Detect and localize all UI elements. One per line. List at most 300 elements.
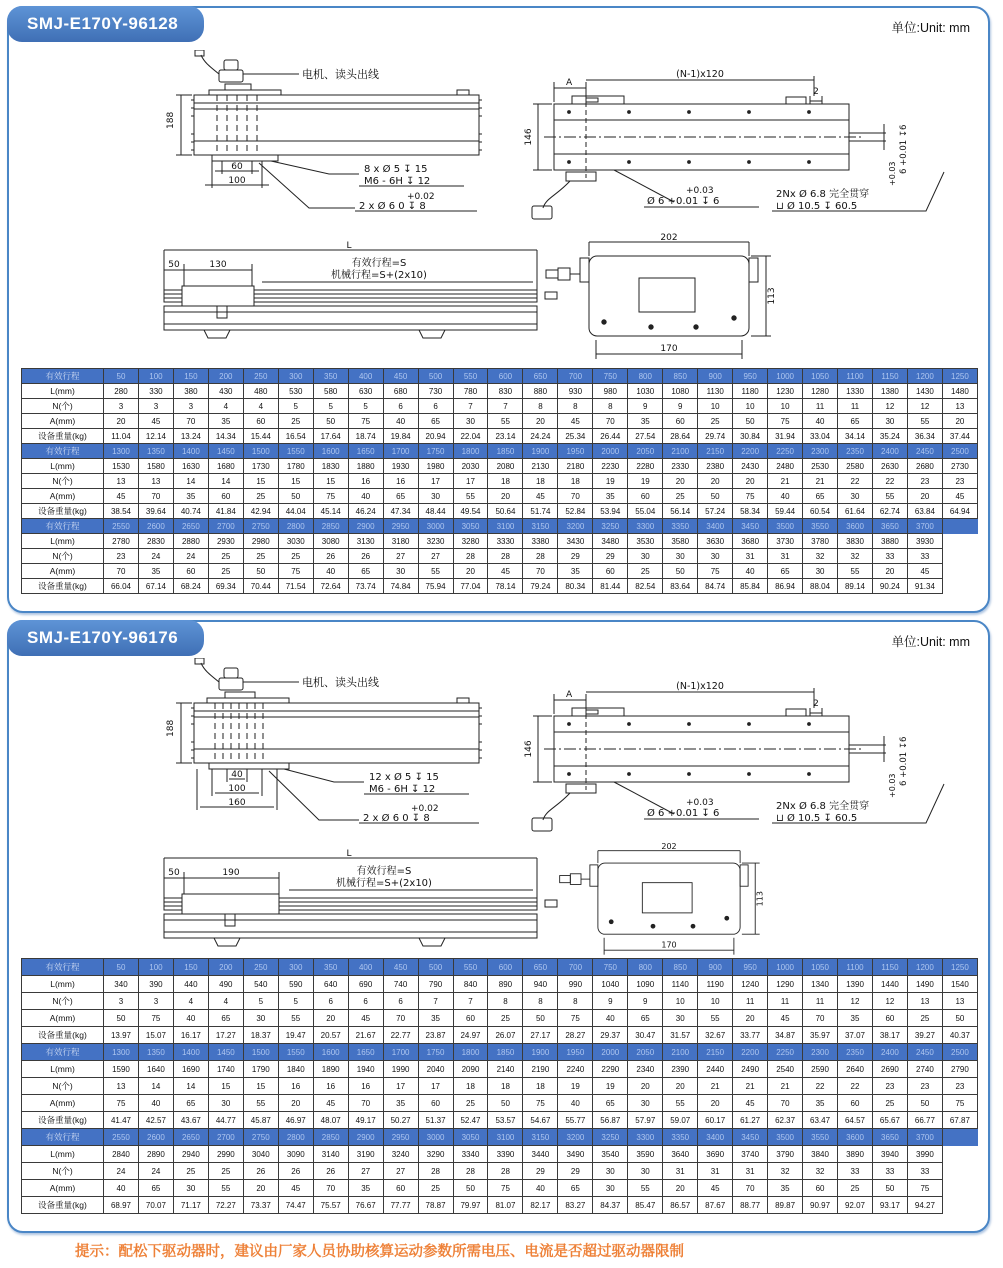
value-cell: 18 [558, 474, 593, 489]
value-cell: 5 [278, 993, 313, 1010]
stroke-value-cell: 3550 [803, 519, 838, 534]
stroke-value-cell: 1000 [768, 959, 803, 976]
value-cell: 60 [803, 1180, 838, 1197]
stroke-value-cell: 1800 [453, 444, 488, 459]
row-label: 设备重量(kg) [22, 504, 104, 519]
stroke-value-cell: 1150 [872, 369, 907, 384]
value-cell: 45 [698, 1180, 733, 1197]
value-cell: 15 [278, 474, 313, 489]
stroke-value-cell: 2650 [173, 519, 208, 534]
value-cell: 70 [173, 414, 208, 429]
value-cell: 81.07 [488, 1197, 523, 1214]
value-cell: 340 [104, 976, 139, 993]
stroke-value-cell: 200 [208, 959, 243, 976]
value-cell: 30 [453, 414, 488, 429]
value-cell: 50.64 [488, 504, 523, 519]
stroke-value-cell: 2050 [628, 444, 663, 459]
value-cell: 35 [628, 414, 663, 429]
value-cell: 25 [243, 489, 278, 504]
empty-cell [942, 549, 977, 564]
row-label: A(mm) [22, 1095, 104, 1112]
value-cell: 14 [138, 1078, 173, 1095]
stroke-value-cell: 1300 [104, 1044, 139, 1061]
value-cell: 3690 [698, 1146, 733, 1163]
data-row-L [22, 1146, 978, 1163]
value-cell: 60 [453, 1010, 488, 1027]
value-cell: 50.27 [383, 1112, 418, 1129]
value-cell: 55 [907, 414, 942, 429]
row-label: 设备重量(kg) [22, 1197, 104, 1214]
stroke-value-cell: 3450 [733, 519, 768, 534]
value-cell: 2990 [208, 1146, 243, 1163]
value-cell: 2580 [838, 459, 873, 474]
value-cell: 480 [243, 384, 278, 399]
value-cell: 45 [488, 564, 523, 579]
value-cell: 30 [243, 1010, 278, 1027]
value-cell: 37.44 [942, 429, 977, 444]
value-cell: 50 [663, 564, 698, 579]
empty-cell [942, 1146, 977, 1163]
value-cell: 3330 [488, 534, 523, 549]
value-cell: 40 [733, 564, 768, 579]
value-cell: 65 [628, 1010, 663, 1027]
value-cell: 10 [768, 399, 803, 414]
value-cell: 29 [593, 549, 628, 564]
stroke-value-cell: 2950 [383, 1129, 418, 1146]
value-cell: 60 [418, 1095, 453, 1112]
value-cell: 16 [348, 474, 383, 489]
value-cell: 15.07 [138, 1027, 173, 1044]
value-cell: 1930 [383, 459, 418, 474]
value-cell: 50 [942, 1010, 977, 1027]
value-cell: 3990 [907, 1146, 942, 1163]
value-cell: 79.24 [523, 579, 558, 594]
value-cell: 75 [104, 1095, 139, 1112]
value-cell: 4 [208, 993, 243, 1010]
value-cell: 2880 [173, 534, 208, 549]
value-cell: 55 [628, 1180, 663, 1197]
stroke-value-cell: 2250 [768, 444, 803, 459]
value-cell: 390 [138, 976, 173, 993]
stroke-value-cell: 2400 [872, 444, 907, 459]
value-cell: 50 [733, 414, 768, 429]
stroke-value-cell: 2200 [733, 444, 768, 459]
value-cell: 3340 [453, 1146, 488, 1163]
value-cell: 25 [208, 1163, 243, 1180]
value-cell: 40 [383, 414, 418, 429]
value-cell: 33 [907, 549, 942, 564]
value-cell: 1180 [733, 384, 768, 399]
value-cell: 1580 [138, 459, 173, 474]
stroke-value-cell: 700 [558, 959, 593, 976]
value-cell: 72.64 [313, 579, 348, 594]
value-cell: 65 [418, 414, 453, 429]
unit-label: 单位:Unit: mm [891, 21, 970, 35]
stroke-value-cell: 3500 [768, 1129, 803, 1146]
model-badge: SMJ-E170Y-96128 [7, 6, 204, 42]
value-cell: 20 [628, 1078, 663, 1095]
value-cell: 20 [872, 564, 907, 579]
value-cell: 7 [418, 993, 453, 1010]
dim-50: 50 [168, 868, 180, 878]
value-cell: 25 [208, 564, 243, 579]
dim-170: 170 [661, 940, 677, 950]
value-cell: 60 [593, 564, 628, 579]
value-cell: 8 [523, 399, 558, 414]
value-cell: 50 [488, 1095, 523, 1112]
value-cell: 35 [558, 564, 593, 579]
value-cell: 1780 [278, 459, 313, 474]
value-cell: 60 [872, 1010, 907, 1027]
data-row-L [22, 384, 978, 399]
value-cell: 30 [173, 1180, 208, 1197]
value-cell: 1040 [593, 976, 628, 993]
value-cell: 2190 [523, 1061, 558, 1078]
value-cell: 36.34 [907, 429, 942, 444]
value-cell: 13 [907, 993, 942, 1010]
dim-L: L [346, 241, 352, 251]
row-label: A(mm) [22, 564, 104, 579]
value-cell: 5 [243, 993, 278, 1010]
value-cell: 67.14 [138, 579, 173, 594]
value-cell: 12 [907, 399, 942, 414]
value-cell: 17 [418, 1078, 453, 1095]
value-cell: 740 [383, 976, 418, 993]
value-cell: 1130 [698, 384, 733, 399]
value-cell: 44.77 [208, 1112, 243, 1129]
value-cell: 86.57 [663, 1197, 698, 1214]
value-cell: 7 [453, 399, 488, 414]
value-cell: 48.44 [418, 504, 453, 519]
value-cell: 21 [768, 474, 803, 489]
value-cell: 7 [453, 993, 488, 1010]
data-row-L [22, 534, 978, 549]
stroke-equation: 有效行程=S [356, 866, 412, 877]
data-row-weight [22, 504, 978, 519]
value-cell: 24 [138, 1163, 173, 1180]
value-cell: 29 [523, 1163, 558, 1180]
stroke-value-cell: 800 [628, 369, 663, 384]
stroke-value-cell: 300 [278, 959, 313, 976]
value-cell: 1340 [803, 976, 838, 993]
value-cell: 3490 [558, 1146, 593, 1163]
value-cell: 25 [872, 1095, 907, 1112]
value-cell: 17.64 [313, 429, 348, 444]
stroke-value-cell: 1650 [348, 444, 383, 459]
value-cell: 65 [768, 564, 803, 579]
value-cell: 50 [453, 1180, 488, 1197]
value-cell: 55.04 [628, 504, 663, 519]
value-cell: 15.44 [243, 429, 278, 444]
stroke-value-cell: 2000 [593, 1044, 628, 1061]
value-cell: 16.54 [278, 429, 313, 444]
drawing-geometry [560, 851, 760, 955]
value-cell: 3130 [348, 534, 383, 549]
data-row-weight [22, 1112, 978, 1129]
stroke-value-cell: 2750 [243, 1129, 278, 1146]
value-cell: 60 [663, 414, 698, 429]
side-tolerance-top: +0.03 [888, 773, 897, 798]
value-cell: 2840 [104, 1146, 139, 1163]
stroke-value-cell: 3350 [663, 1129, 698, 1146]
value-cell: 14 [173, 474, 208, 489]
stroke-value-cell: 3200 [558, 1129, 593, 1146]
value-cell: 21 [698, 1078, 733, 1095]
value-cell: 13.24 [173, 429, 208, 444]
stroke-value-cell: 650 [523, 959, 558, 976]
end-view-drawing [544, 230, 794, 365]
value-cell: 6 [418, 399, 453, 414]
tolerance-note: +0.02 [411, 804, 439, 814]
spec-table-96128 [21, 368, 978, 594]
value-cell: 30 [593, 1163, 628, 1180]
value-cell: 87.67 [698, 1197, 733, 1214]
value-cell: 28 [453, 1163, 488, 1180]
value-cell: 75 [558, 1010, 593, 1027]
value-cell: 35 [348, 1180, 383, 1197]
value-cell: 2540 [768, 1061, 803, 1078]
value-cell: 30.84 [733, 429, 768, 444]
value-cell: 30 [803, 564, 838, 579]
value-cell: 17 [383, 1078, 418, 1095]
value-cell: 60 [628, 489, 663, 504]
row-label: L(mm) [22, 976, 104, 993]
value-cell: 75 [348, 414, 383, 429]
value-cell: 32.67 [698, 1027, 733, 1044]
stroke-value-cell: 1350 [138, 444, 173, 459]
value-cell: 16 [383, 474, 418, 489]
value-cell: 75 [313, 489, 348, 504]
value-cell: 1940 [348, 1061, 383, 1078]
stroke-value-cell: 500 [418, 959, 453, 976]
value-cell: 3730 [768, 534, 803, 549]
value-cell: 89.14 [838, 579, 873, 594]
value-cell: 55 [663, 1095, 698, 1112]
value-cell: 19 [628, 474, 663, 489]
value-cell: 62.74 [872, 504, 907, 519]
value-cell: 31.57 [663, 1027, 698, 1044]
value-cell: 42.57 [138, 1112, 173, 1129]
value-cell: 22.04 [453, 429, 488, 444]
dim-L: L [346, 849, 352, 859]
value-cell: 790 [418, 976, 453, 993]
value-cell: 31.94 [768, 429, 803, 444]
value-cell: 75 [138, 1010, 173, 1027]
value-cell: 54.67 [523, 1112, 558, 1129]
tolerance-note: +0.02 [407, 192, 435, 202]
value-cell: 35 [208, 414, 243, 429]
value-cell: 35 [768, 1180, 803, 1197]
value-cell: 8 [488, 993, 523, 1010]
value-cell: 70 [523, 564, 558, 579]
value-cell: 26 [243, 1163, 278, 1180]
row-label: N(个) [22, 549, 104, 564]
thread-note: M6 - 6H ↧ 12 [364, 176, 431, 187]
value-cell: 75 [523, 1095, 558, 1112]
value-cell: 7 [488, 399, 523, 414]
row-label: L(mm) [22, 1146, 104, 1163]
value-cell: 6 [348, 993, 383, 1010]
value-cell: 27.54 [628, 429, 663, 444]
stroke-value-cell: 3550 [803, 1129, 838, 1146]
data-row-N [22, 474, 978, 489]
value-cell: 71.17 [173, 1197, 208, 1214]
row-label: A(mm) [22, 1010, 104, 1027]
value-cell: 20.94 [418, 429, 453, 444]
data-row-A [22, 489, 978, 504]
value-cell: 1390 [838, 976, 873, 993]
value-cell: 2830 [138, 534, 173, 549]
value-cell: 2180 [558, 459, 593, 474]
stroke-value-cell: 400 [348, 959, 383, 976]
stroke-value-cell: 3250 [593, 519, 628, 534]
value-cell: 85.47 [628, 1197, 663, 1214]
value-cell: 67.87 [942, 1112, 977, 1129]
value-cell: 19 [593, 1078, 628, 1095]
value-cell: 65 [558, 1180, 593, 1197]
value-cell: 72.27 [208, 1197, 243, 1214]
value-cell: 3290 [418, 1146, 453, 1163]
value-cell: 30 [663, 1010, 698, 1027]
value-cell: 590 [278, 976, 313, 993]
stroke-value-cell: 400 [348, 369, 383, 384]
value-cell: 55 [488, 414, 523, 429]
value-cell: 14.34 [208, 429, 243, 444]
row-label: L(mm) [22, 1061, 104, 1078]
stroke-value-cell: 3450 [733, 1129, 768, 1146]
value-cell: 70 [138, 489, 173, 504]
value-cell: 3840 [803, 1146, 838, 1163]
value-cell: 20 [488, 489, 523, 504]
height-dim: 188 [166, 719, 176, 737]
value-cell: 630 [348, 384, 383, 399]
stroke-value-cell: 950 [733, 369, 768, 384]
stroke-header-row [22, 959, 978, 976]
dim-113: 113 [755, 891, 765, 907]
value-cell: 70 [803, 1010, 838, 1027]
value-cell: 3390 [488, 1146, 523, 1163]
value-cell: 20 [313, 1010, 348, 1027]
row-label: N(个) [22, 1078, 104, 1095]
value-cell: 57.24 [698, 504, 733, 519]
value-cell: 40 [104, 1180, 139, 1197]
value-cell: 1190 [698, 976, 733, 993]
stroke-value-cell: 2500 [942, 444, 977, 459]
value-cell: 85.84 [733, 579, 768, 594]
value-cell: 1080 [663, 384, 698, 399]
data-row-A [22, 414, 978, 429]
row-label: 设备重量(kg) [22, 1027, 104, 1044]
counterbore-note: ⊔ Ø 10.5 ↧ 60.5 [776, 813, 858, 824]
value-cell: 31 [733, 1163, 768, 1180]
data-row-weight [22, 1027, 978, 1044]
value-cell: 23.87 [418, 1027, 453, 1044]
value-cell: 70 [558, 489, 593, 504]
value-cell: 45 [733, 1095, 768, 1112]
value-cell: 1290 [768, 976, 803, 993]
value-cell: 66.04 [104, 579, 139, 594]
width-dim: 146 [524, 740, 534, 758]
data-row-N [22, 549, 978, 564]
value-cell: 29.74 [698, 429, 733, 444]
motor-cable-callout: 电机、读头出线 [302, 676, 379, 689]
value-cell: 540 [243, 976, 278, 993]
value-cell: 45 [104, 489, 139, 504]
value-cell: 32 [803, 1163, 838, 1180]
value-cell: 75 [698, 564, 733, 579]
value-cell: 10 [733, 399, 768, 414]
stroke-value-cell: 150 [173, 369, 208, 384]
holes-note: 8 x Ø 5 ↧ 15 [364, 164, 428, 175]
value-cell: 35 [138, 564, 173, 579]
value-cell: 74.47 [278, 1197, 313, 1214]
value-cell: 1240 [733, 976, 768, 993]
stroke-value-cell: 1600 [313, 444, 348, 459]
side-view-drawing [159, 658, 499, 848]
value-cell: 3140 [313, 1146, 348, 1163]
value-cell: 2940 [173, 1146, 208, 1163]
value-cell: 990 [558, 976, 593, 993]
mech-stroke-equation: 机械行程=S+(2x10) [331, 270, 427, 281]
stroke-header-row [22, 444, 978, 459]
counterbore-note: ⊔ Ø 10.5 ↧ 60.5 [776, 201, 858, 212]
value-cell: 69.34 [208, 579, 243, 594]
value-cell: 78.87 [418, 1197, 453, 1214]
mech-stroke-equation: 机械行程=S+(2x10) [336, 878, 432, 889]
value-cell: 3440 [523, 1146, 558, 1163]
value-cell: 71.54 [278, 579, 313, 594]
stroke-value-cell: 1700 [383, 1044, 418, 1061]
data-row-N [22, 1163, 978, 1180]
stroke-header-row [22, 1044, 978, 1061]
value-cell: 20 [243, 1180, 278, 1197]
stroke-value-cell: 1050 [803, 959, 838, 976]
value-cell: 9 [628, 399, 663, 414]
value-cell: 27 [383, 1163, 418, 1180]
value-cell: 21 [768, 1078, 803, 1095]
value-cell: 22 [838, 474, 873, 489]
value-cell: 15 [243, 1078, 278, 1095]
stroke-value-cell: 3150 [523, 1129, 558, 1146]
stroke-value-cell: 2250 [768, 1044, 803, 1061]
row-label: L(mm) [22, 534, 104, 549]
value-cell: 1090 [628, 976, 663, 993]
stroke-value-cell: 800 [628, 959, 663, 976]
value-cell: 11 [838, 399, 873, 414]
stroke-value-cell: 700 [558, 369, 593, 384]
value-cell: 70.44 [243, 579, 278, 594]
dim-170: 170 [660, 344, 678, 354]
value-cell: 15 [243, 474, 278, 489]
stroke-value-cell: 2800 [278, 519, 313, 534]
value-cell: 26.07 [488, 1027, 523, 1044]
value-cell: 34.14 [838, 429, 873, 444]
value-cell: 5 [313, 399, 348, 414]
value-cell: 20 [907, 489, 942, 504]
outer-dim: 160 [228, 798, 246, 808]
value-cell: 10 [698, 399, 733, 414]
holes-note: 12 x Ø 5 ↧ 15 [369, 772, 439, 783]
value-cell: 82.17 [523, 1197, 558, 1214]
value-cell: 49.17 [348, 1112, 383, 1129]
stroke-value-cell: 1350 [138, 1044, 173, 1061]
value-cell: 28.27 [558, 1027, 593, 1044]
stroke-value-cell: 1300 [104, 444, 139, 459]
value-cell: 78.14 [488, 579, 523, 594]
stroke-value-cell: 2600 [138, 519, 173, 534]
stroke-equation: 有效行程=S [351, 258, 407, 269]
value-cell: 30 [872, 414, 907, 429]
